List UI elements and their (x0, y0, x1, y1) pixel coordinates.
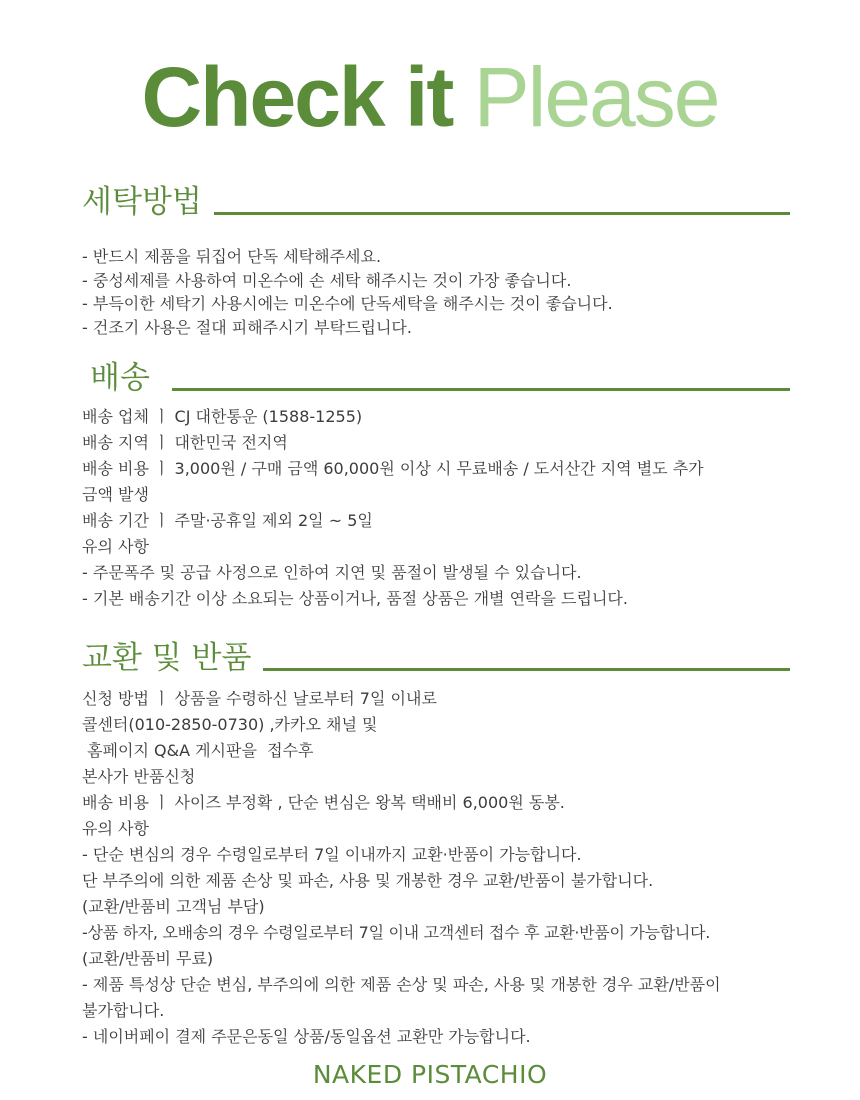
logo-light-text: Please (473, 50, 719, 144)
washing-section-header (82, 184, 790, 220)
washing-section-divider (214, 212, 790, 215)
list-item: 본사가 반품신청 (82, 767, 196, 786)
list-item: 유의 사항 (82, 537, 149, 556)
list-item: 홈페이지 Q&A 게시판을 접수후 (82, 741, 314, 760)
shipping-section-header (90, 360, 790, 396)
list-item: 배송 지역 ㅣ 대한민국 전지역 (82, 433, 288, 452)
list-item: - 중성세제를 사용하여 미온수에 손 세탁 해주시는 것이 가장 좋습니다. (82, 270, 572, 290)
exchange-section-title: 교환 및 반품 (82, 640, 252, 676)
list-item: 유의 사항 (82, 819, 149, 838)
shipping-section-title: 배송 (90, 360, 150, 396)
list-item: -상품 하자, 오배송의 경우 수령일로부터 7일 이내 고객센터 접수 후 교환·반품이 가능합니다. (82, 923, 710, 942)
exchange-section-header (82, 640, 790, 676)
list-item: - 단순 변심의 경우 수령일로부터 7일 이내까지 교환·반품이 가능합니다. (82, 845, 582, 864)
list-item: 신청 방법 ㅣ 상품을 수령하신 날로부터 7일 이내로 (82, 689, 437, 708)
exchange-list (82, 686, 822, 1050)
list-item: (교환/반품비 고객님 부담) (82, 897, 265, 916)
exchange-section-divider (263, 668, 790, 671)
shipping-section-divider (172, 388, 790, 391)
list-item: 단 부주의에 의한 제품 손상 및 파손, 사용 및 개봉한 경우 교환/반품이 불가합니다. (82, 871, 654, 890)
brand-logo (0, 52, 860, 142)
washing-list (82, 245, 822, 339)
list-item: 불가합니다. (82, 1001, 165, 1020)
list-item: 배송 비용 ㅣ 사이즈 부정확 , 단순 변심은 왕복 택배비 6,000원 동봉. (82, 793, 565, 812)
logo-bold-text: Check it (141, 50, 453, 144)
footer-brand: NAKED PISTACHIO (312, 1060, 548, 1089)
washing-section-title: 세탁방법 (82, 184, 202, 220)
list-item: - 네이버페이 결제 주문은동일 상품/동일옵션 교환만 가능합니다. (82, 1027, 531, 1046)
list-item: - 건조기 사용은 절대 피해주시기 부탁드립니다. (82, 317, 412, 337)
list-item: (교환/반품비 무료) (82, 949, 214, 968)
list-item: - 주문폭주 및 공급 사정으로 인하여 지연 및 품절이 발생될 수 있습니다. (82, 563, 582, 582)
list-item: - 기본 배송기간 이상 소요되는 상품이거나, 품절 상품은 개별 연락을 드립니다. (82, 589, 628, 608)
list-item: - 부득이한 세탁기 사용시에는 미온수에 단독세탁을 해주시는 것이 좋습니다. (82, 294, 613, 313)
list-item: 배송 업체 ㅣ CJ 대한통운 (1588-1255) (82, 407, 363, 426)
list-item: 배송 비용 ㅣ 3,000원 / 구매 금액 60,000원 이상 시 무료배송 / 도서산간 지역 별도 추가 (82, 459, 704, 478)
list-item: - 반드시 제품을 뒤집어 단독 세탁해주세요. (82, 247, 382, 266)
shipping-list (82, 404, 822, 612)
list-item: - 제품 특성상 단순 변심, 부주의에 의한 제품 손상 및 파손, 사용 및 개봉한 경우 교환/반품이 (82, 975, 721, 994)
list-item: 배송 기간 ㅣ 주말·공휴일 제외 2일 ~ 5일 (82, 511, 373, 530)
list-item: 콜센터(010-2850-0730) ,카카오 채널 및 (82, 715, 378, 734)
list-item: 금액 발생 (82, 485, 149, 504)
